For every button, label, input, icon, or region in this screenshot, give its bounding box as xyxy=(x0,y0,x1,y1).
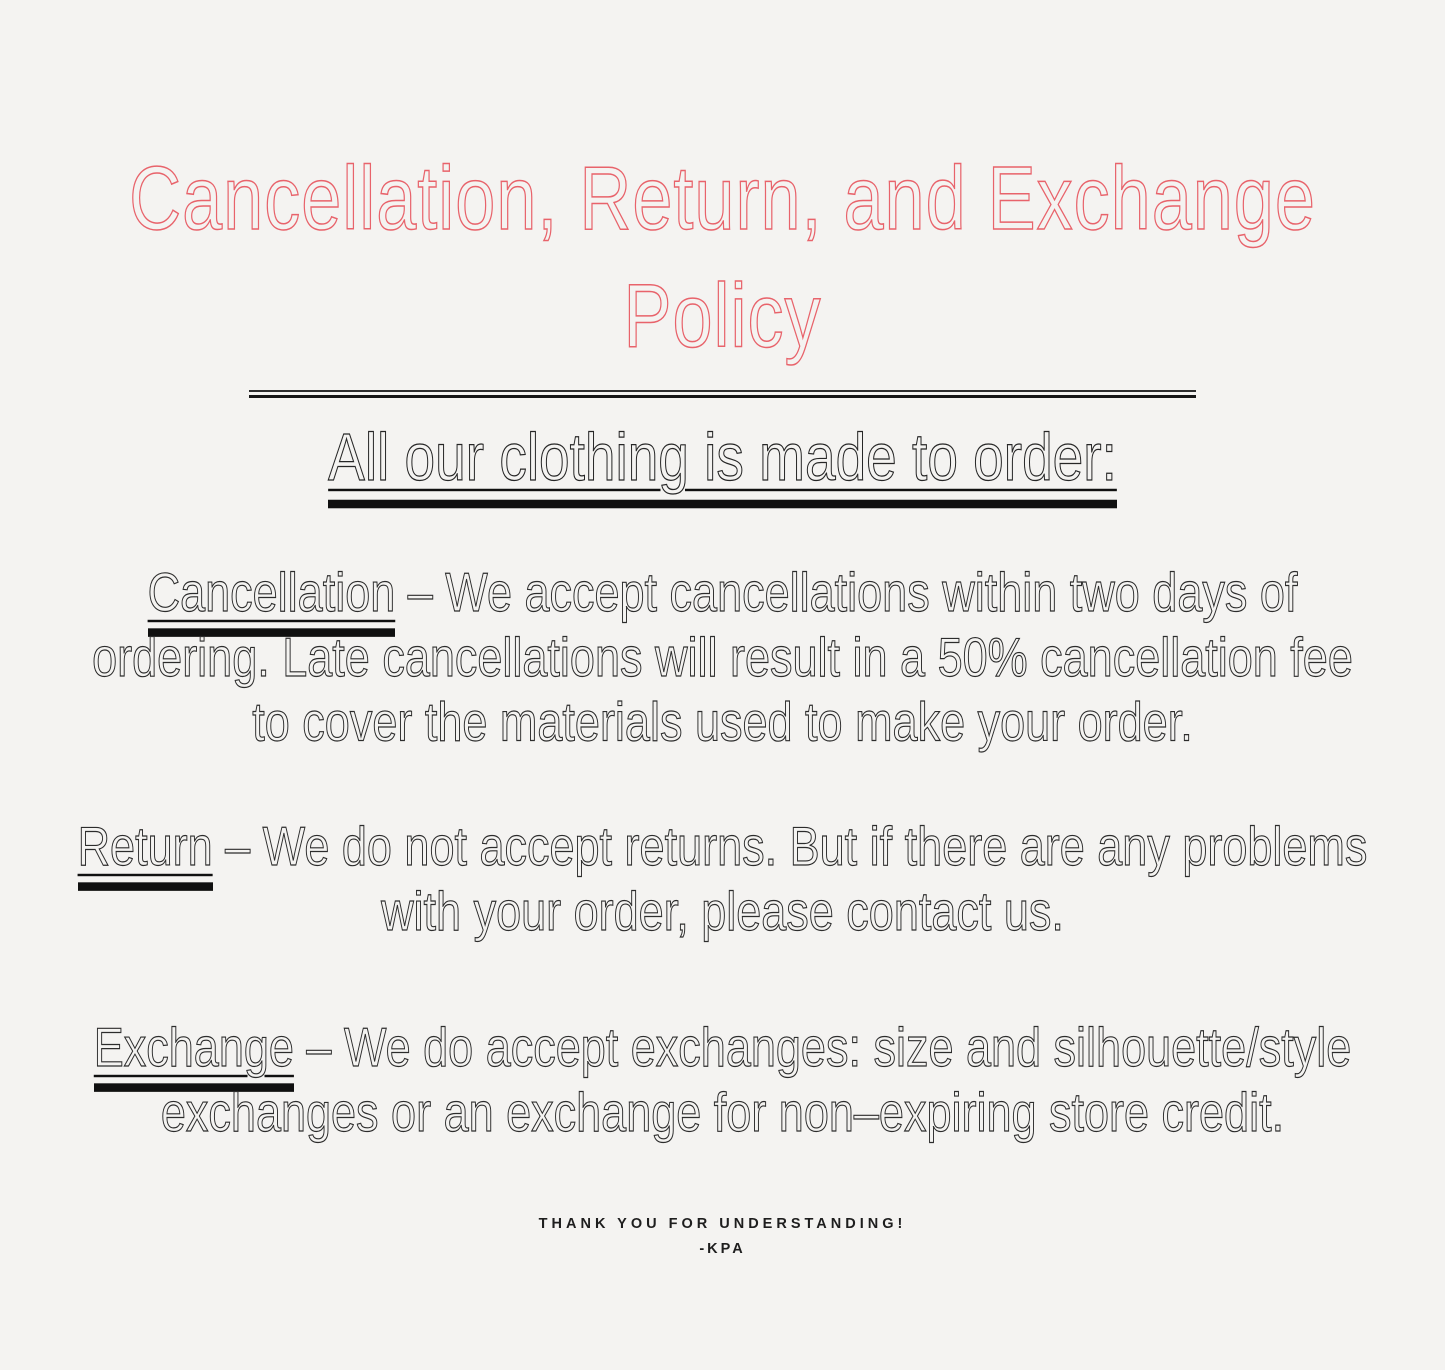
policy-term-return: Return xyxy=(78,815,213,891)
footer xyxy=(68,1216,1378,1257)
signature-text: -KPA xyxy=(699,1241,746,1257)
thank-you-text: THANK YOU FOR UNDERSTANDING! xyxy=(538,1216,907,1232)
policy-term-cancellation: Cancellation xyxy=(148,561,396,637)
title-divider xyxy=(249,390,1196,398)
made-to-order-heading xyxy=(68,418,1378,496)
policy-section-return xyxy=(68,814,1378,943)
page-title: Cancellation, Return, and Exchange Policy xyxy=(129,148,1316,367)
policy-description-cancellation: – We accept cancellations within two days of ordering. Late cancellations will result in a 50% cancellation fee to cover the materials used to make your order. xyxy=(92,561,1353,753)
policy-section-cancellation xyxy=(68,560,1378,754)
policy-section-exchange xyxy=(68,1015,1378,1144)
policy-description-return: – We do not accept returns. But if there are any problems with your order, please contact us. xyxy=(212,815,1368,943)
policy-term-exchange: Exchange xyxy=(94,1016,294,1092)
policy-page xyxy=(68,0,1378,1257)
policy-description-exchange: – We do accept exchanges: size and silhouette/style exchanges or an exchange for non–expiring store credit. xyxy=(160,1016,1352,1144)
made-to-order-heading-text: All our clothing is made to order: xyxy=(328,419,1117,508)
